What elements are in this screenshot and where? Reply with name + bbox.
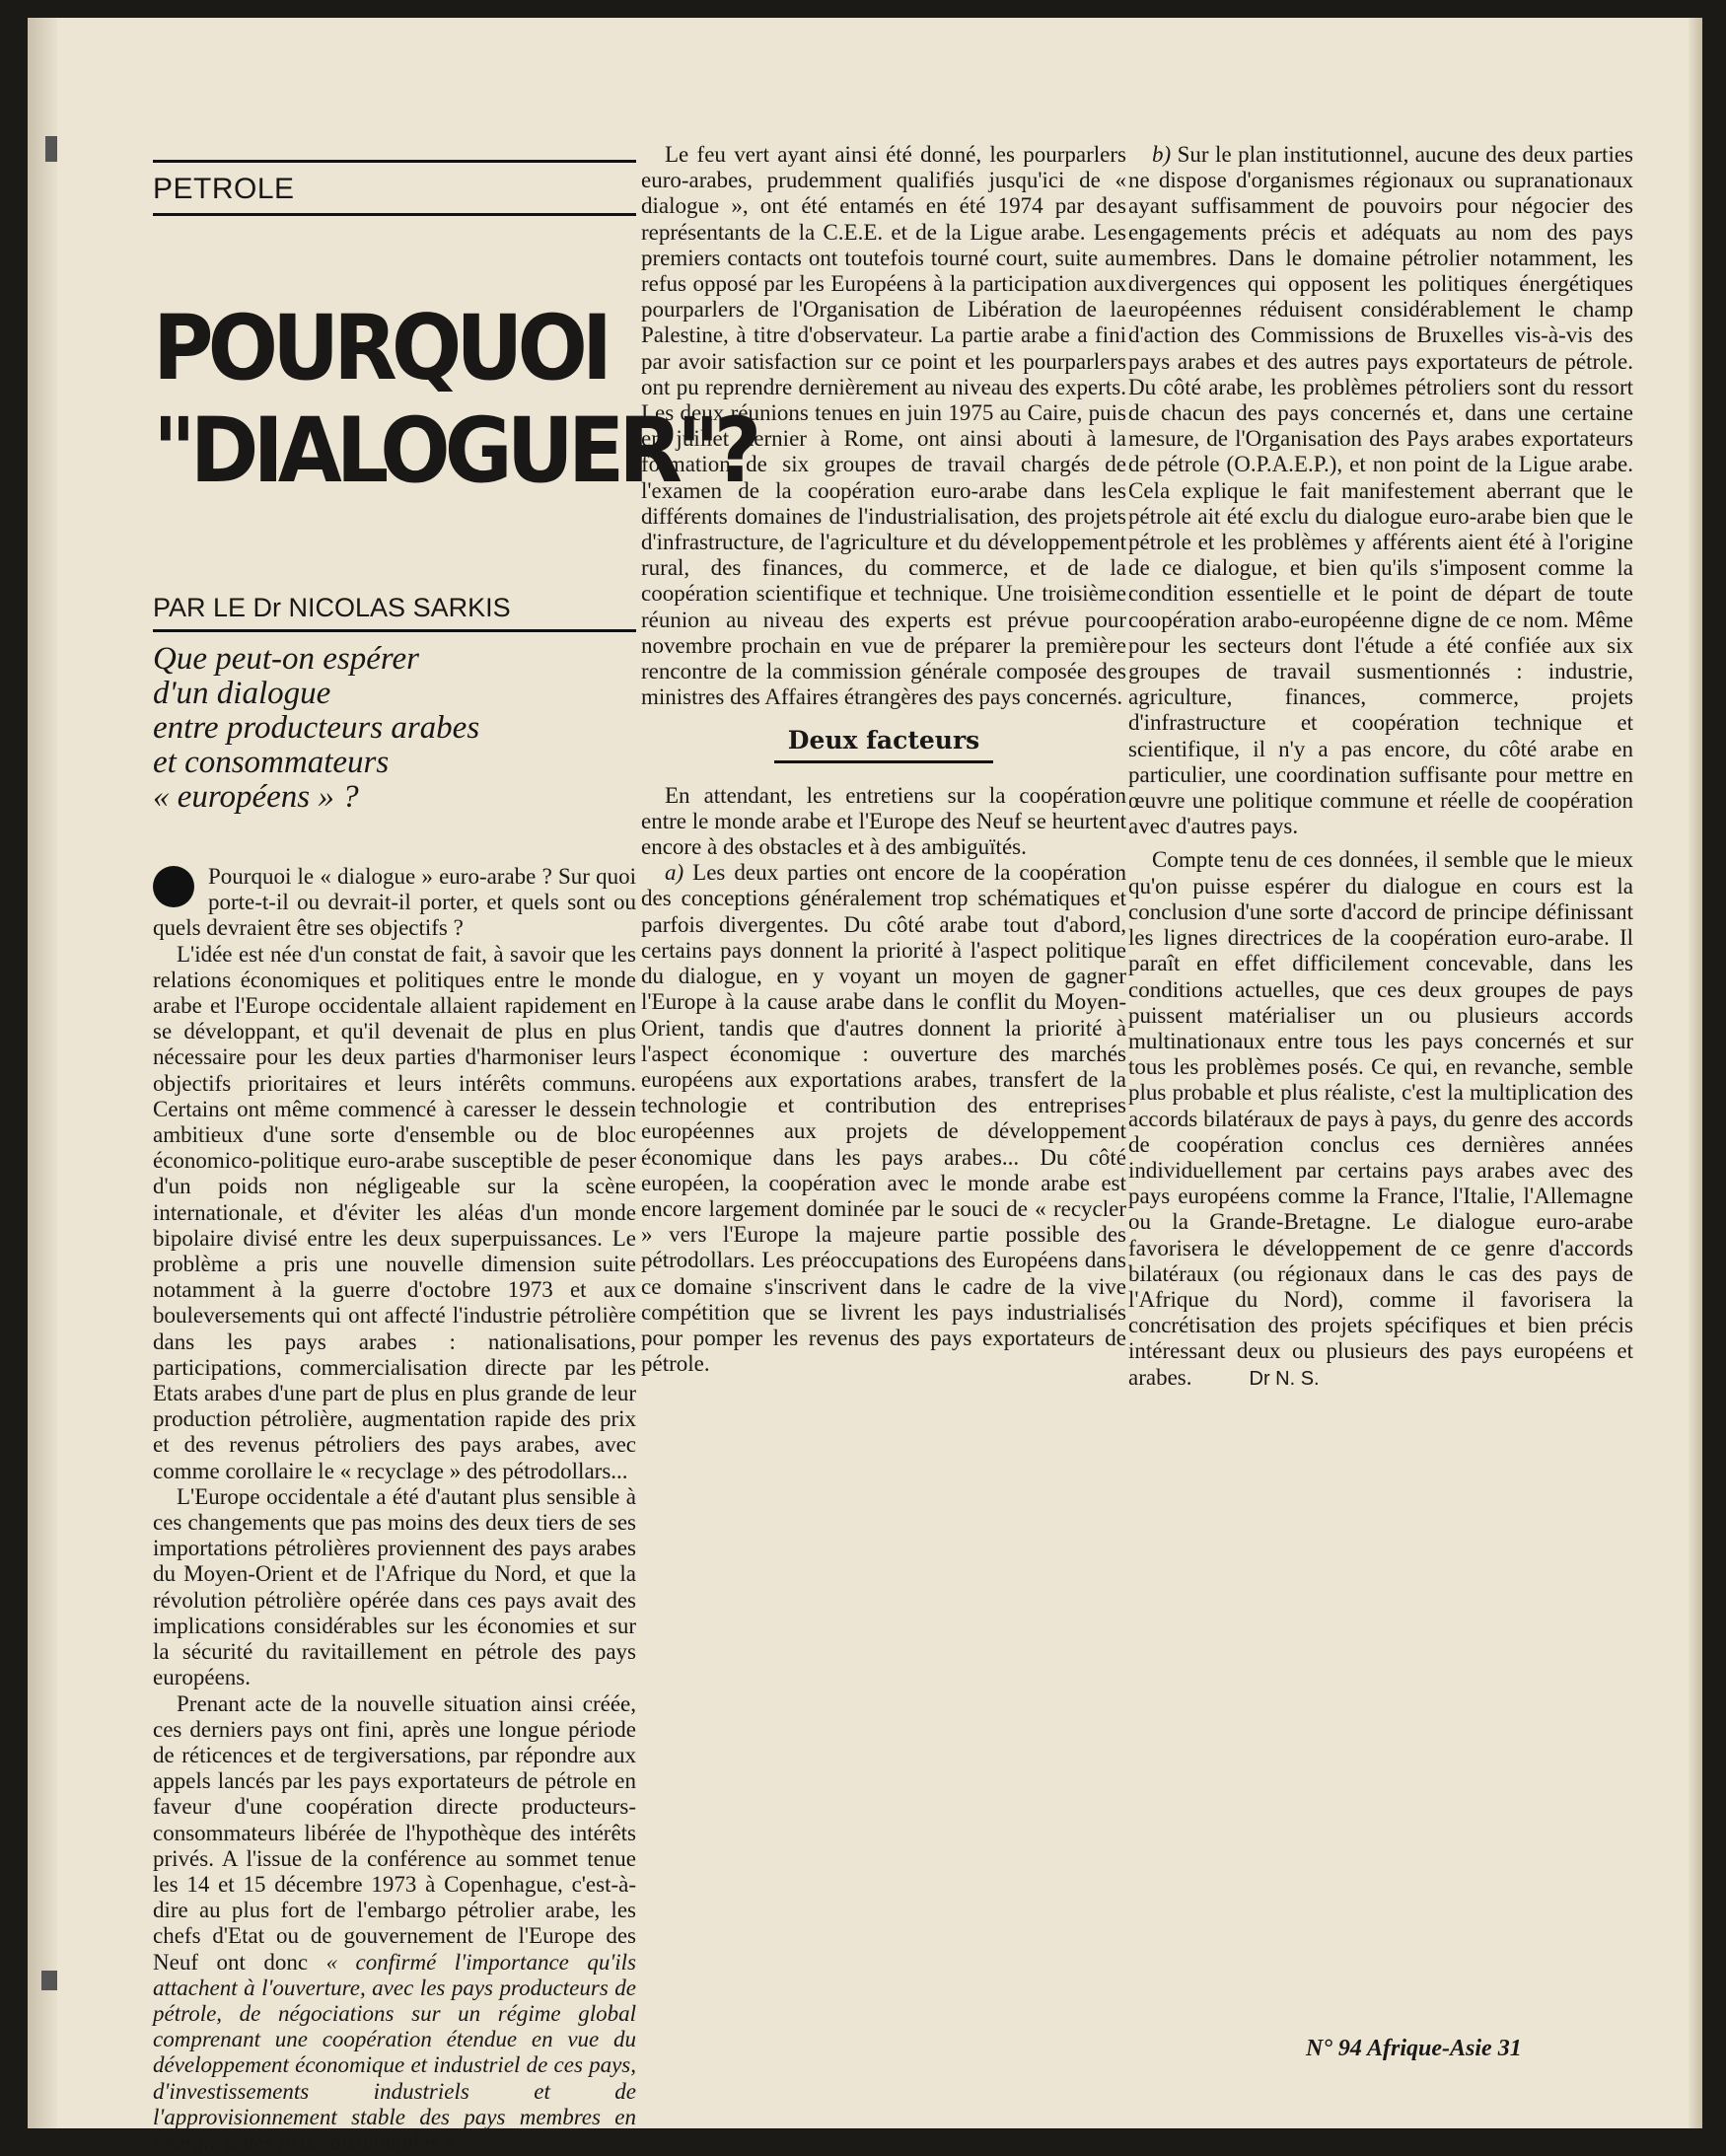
paragraph (1128, 142, 1633, 839)
page-edge (1689, 18, 1702, 2128)
page-spine (28, 18, 57, 2128)
paragraph-text: Compte tenu de ces données, il semble que le mieux qu'on puisse espérer du dialogue en cours est la conclusion d'une sorte d'accord de principe définissant les lignes directrices de la coopération euro-arabe. Il paraît en effet difficilement concevable, dans les conditions actuelles, que ces deux groupes de pays puissent matérialiser un ou plusieurs accords multinationaux entre tous les pays concernés et sur tous les problèmes posés. Ce qui, en revanche, semble plus probable et plus réaliste, c'est la multiplication des accords bilatéraux de pays à pays, du genre des accords de coopération conclus ces dernières années individuellement par certains pays arabes avec des pays européens comme la France, l'Italie, l'Allemagne ou la Grande-Bretagne. Le dialogue euro-arabe favorisera le développement de ce genre d'accords bilatéraux (ou régionaux dans le cas des pays de l'Afrique du Nord), comme il favorisera la concrétisation des projets spécifiques et bien précis intéressant deux ou plusieurs des pays européens et arabes. (1128, 847, 1633, 1389)
magazine-page (28, 18, 1702, 2128)
paragraph: L'Europe occidentale a été d'autant plus sensible à ces changements que pas moins des deux tiers de ses importations pétrolières proviennent des pays arabes du Moyen-Orient et de l'Afrique du Nord, et que la révolution pétrolière opérée dans ces pays avait des implications considérables sur les économies et sur la sécurité du ravitaillement en pétrole des pays européens. (153, 1484, 636, 1691)
page-footer: N° 94 Afrique-Asie 31 (1306, 2036, 1522, 2062)
paragraph-text: Sur le plan institutionnel, aucune des deux parties ne dispose d'organismes régionaux ou supranationaux ayant suffisamment de pouvoirs pour négocier des engagements précis et adéquats au nom des pays membres. Dans le domaine pétrolier notamment, les divergences qui opposent les politiques énergétiques européennes réduisent considérablement le champ d'action des Commissions de Bruxelles vis-à-vis des pays arabes et des autres pays exportateurs de pétrole. Du côté arabe, les problèmes pétroliers sont du ressort de chacun des pays concernés et, dans une certaine mesure, de l'Organisation des Pays arabes exportateurs de pétrole (O.P.A.E.P.), et non point de la Ligue arabe. Cela explique le fait manifestement aberrant que le pétrole ait été exclu du dialogue euro-arabe bien que le pétrole et les problèmes y afférents aient été à l'origine de ce dialogue, et bien qu'ils s'imposent comme la condition essentielle et le point de départ de toute coopération arabo-européenne digne de ce nom. Même pour les secteurs dont l'étude a été confiée aux six groupes de travail susmentionnés : industrie, agriculture, finances, commerce, projets d'infrastructure et coopération technique et scientifique, il n'y a pas encore, du côté arabe en particulier, une coordination suffisante pour mettre en œuvre une politique commune et réelle de coopération avec d'autres pays. (1128, 142, 1633, 838)
column-1 (153, 142, 636, 2156)
margin-mark (45, 136, 57, 162)
headline-line-1: POURQUOI (153, 297, 636, 399)
standfirst-line-5: « européens » ? (153, 780, 636, 815)
paragraph (1128, 847, 1633, 1391)
paragraph: Le feu vert ayant ainsi été donné, les pourparlers euro-arabes, prudemment qualifiés jusqu'ici de « dialogue », ont été entamés en été 1974 par des représentants de la C.E.E. et de la Ligue arabe. Les premiers contacts ont toutefois tourné court, suite au refus opposé par les Européens à la participation aux pourparlers de l'Organisation de Libération de la Palestine, à titre d'observateur. La partie arabe a fini par avoir satisfaction sur ce point et les pourparlers ont pu reprendre dernièrement au niveau des experts. Les deux réunions tenues en juin 1975 au Caire, puis en juillet dernier à Rome, ont ainsi abouti à la formation de six groupes de travail chargés de l'examen de la coopération euro-arabe dans les différents domaines de l'industrialisation, des projets d'infrastructure, de l'agriculture et du développement rural, des finances, du commerce, et de la coopération scientifique et technique. Une troisième réunion au niveau des experts est prévue pour novembre prochain en vue de préparer la première rencontre de la commission générale composée des ministres des Affaires étrangères des pays concernés. (641, 142, 1126, 710)
paragraph (641, 860, 1126, 1377)
paragraph-text: Prenant acte de la nouvelle situation ainsi créée, ces derniers pays ont fini, après une longue période de réticences et de tergiversations, par répondre aux appels lancés par les pays exportateurs de pétrole en faveur d'une coopération directe producteurs-consommateurs libérée de l'hypothèque des intérêts privés. A l'issue de la conférence au sommet tenue les 14 et 15 décembre 1973 à Copenhague, c'est-à-dire au plus fort de l'embargo pétrolier arabe, les chefs d'Etat ou de gouvernement de l'Europe des Neuf ont donc (153, 1691, 636, 1975)
paragraph: En attendant, les entretiens sur la coopération entre le monde arabe et l'Europe des Neuf se heurtent encore à des obstacles et à des ambiguïtés. (641, 783, 1126, 861)
paragraph (153, 1691, 636, 2156)
paragraph-text: Les deux parties ont encore de la coopération des conceptions généralement trop schématiques et parfois divergentes. Du côté arabe tout d'abord, certains pays donnent la priorité à l'aspect politique du dialogue, en y voyant un moyen de gagner l'Europe à la cause arabe dans le conflit du Moyen-Orient, tandis que d'autres donnent la priorité à l'aspect économique : ouverture des marchés européens aux exportations arabes, transfert de la technologie et contribution des entreprises européennes aux projets de développement économique dans les pays arabes... Du côté européen, la coopération avec le monde arabe est encore largement dominée par le souci de « recycler » vers l'Europe la majeure partie possible des pétrodollars. Les préoccupations des Européens dans ce domaine s'inscrivent dans le cadre de la vive compétition que se livrent les pays industrialisés pour pomper les revenus des pays exportateurs de pétrole. (641, 860, 1126, 1376)
headline (153, 297, 636, 501)
bullet-dot-icon (153, 866, 194, 907)
paragraph: L'idée est née d'un constat de fait, à savoir que les relations économiques et politiques entre le monde arabe et l'Europe occidentale allaient rapidement en se développant, et qu'il devenait de plus en plus nécessaire pour les deux parties d'harmoniser leurs objectifs prioritaires et leurs intérêts communs. Certains ont même commencé à caresser le dessein ambitieux d'une sorte d'ensemble ou de bloc économico-politique euro-arabe susceptible de peser d'un poids non négligeable sur la scène internationale, et d'éviter les aléas d'un monde bipolaire divisé entre les deux superpuissances. Le problème a pris une nouvelle dimension suite notamment à la guerre d'octobre 1973 et aux bouleversements qui ont affecté l'industrie pétrolière dans les pays arabes : nationalisations, participations, commercialisation directe par les Etats arabes d'une part de plus en plus grande de leur production pétrolière, augmentation rapide des prix et des revenus pétroliers des pays arabes, avec comme corollaire le « recyclage » des pétrodollars... (153, 942, 636, 1484)
quotation: « confirmé l'importance qu'ils attachent à l'ouverture, avec les pays producteurs de pétrole, de négociations sur un régime global comprenant une coopération étendue en vue du développement économique et industriel de ces pays, d'investissements industriels et de l'approvisionnement stable des pays membres en énergie à des prix raisonnables ». (153, 1950, 636, 2155)
column-3 (1128, 142, 1633, 1392)
column-2 (641, 142, 1126, 1377)
article-body-col3 (1128, 142, 1633, 1392)
standfirst (153, 642, 636, 815)
subheading-text: Deux facteurs (774, 728, 993, 762)
margin-mark (41, 1971, 57, 1990)
paragraph (153, 864, 636, 942)
author-signature: Dr N. S. (1250, 1368, 1320, 1390)
headline-line-2: "DIALOGUER"? (153, 399, 636, 502)
standfirst-line-1: Que peut-on espérer (153, 642, 636, 677)
standfirst-line-4: et consommateurs (153, 746, 636, 780)
paragraph-text: Pourquoi le « dialogue » euro-arabe ? Sur quoi porte-t-il ou devrait-il porter, et quels sont ou quels devraient être ses objectifs ? (153, 864, 636, 940)
section-rubric: PETROLE (153, 160, 636, 216)
subheading (641, 728, 1126, 762)
article-body-col1 (153, 864, 636, 2156)
byline: PAR LE Dr NICOLAS SARKIS (153, 593, 636, 632)
article-body-col2 (641, 142, 1126, 1377)
list-marker: b) (1152, 142, 1171, 167)
list-marker: a) (665, 860, 683, 885)
standfirst-line-3: entre producteurs arabes (153, 711, 636, 746)
standfirst-line-2: d'un dialogue (153, 677, 636, 711)
